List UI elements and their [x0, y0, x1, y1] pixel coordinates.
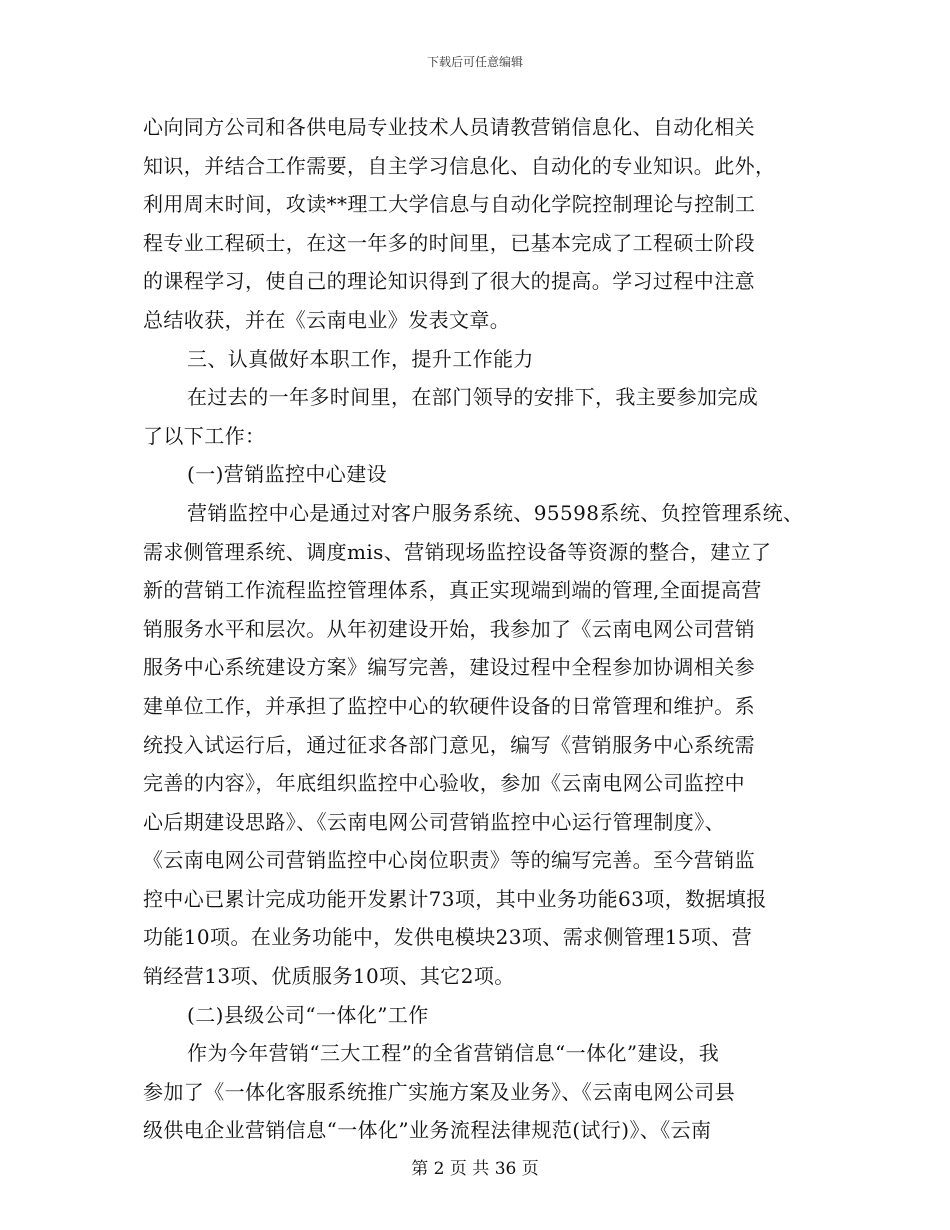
text-line: 级供电企业营销信息“一体化”业务流程法律规范(试行)》、《云南	[143, 1118, 712, 1143]
text-line: 营销监控中心是通过对客户服务系统、95598系统、负控管理系统、	[187, 500, 804, 525]
text-line: 在过去的一年多时间里，在部门领导的安排下，我主要参加完成	[187, 385, 759, 410]
text-line: 需求侧管理系统、调度mis、营销现场监控设备等资源的整合，建立了	[143, 539, 772, 564]
text-line: 建单位工作，并承担了监控中心的软硬件设备的日常管理和维护。系	[143, 693, 755, 718]
subsection-heading: (二)县级公司“一体化”工作	[187, 1002, 429, 1027]
document-body	[143, 108, 833, 1150]
text-line: 控中心已累计完成功能开发累计73项，其中业务功能63项，数据填报	[143, 886, 767, 911]
text-line: 销经营13项、优质服务10项、其它2项。	[143, 964, 515, 989]
section-heading: 三、认真做好本职工作，提升工作能力	[187, 346, 534, 371]
text-line: 知识，并结合工作需要，自主学习信息化、自动化的专业知识。此外，	[143, 153, 776, 178]
text-line: 服务中心系统建设方案》编写完善，建设过程中全程参加协调相关参	[143, 655, 755, 680]
text-line: 完善的内容》，年底组织监控中心验收，参加《云南电网公司监控中	[143, 771, 745, 796]
subsection-heading: (一)营销监控中心建设	[187, 462, 388, 487]
text-line: 总结收获，并在《云南电业》发表文章。	[143, 307, 511, 332]
text-line: 程专业工程硕士，在这一年多的时间里，已基本完成了工程硕士阶段	[143, 230, 755, 255]
text-line: 利用周末时间，攻读**理工大学信息与自动化学院控制理论与控制工	[143, 192, 756, 217]
text-line: 的课程学习，使自己的理论知识得到了很大的提高。学习过程中注意	[143, 269, 755, 294]
text-line: 了以下工作：	[143, 423, 266, 448]
text-line: 心后期建设思路》、《云南电网公司营销监控中心运行管理制度》、	[143, 809, 725, 834]
text-line: 心向同方公司和各供电局专业技术人员请教营销信息化、自动化相关	[143, 115, 755, 139]
text-line: 新的营销工作流程监控管理体系，真正实现端到端的管理,全面提高营	[143, 578, 762, 603]
text-line: 作为今年营销“三大工程”的全省营销信息“一体化”建设，我	[187, 1041, 720, 1066]
text-line: 统投入试运行后，通过征求各部门意见，编写《营销服务中心系统需	[143, 732, 755, 757]
text-line: 《云南电网公司营销监控中心岗位职责》等的编写完善。至今营销监	[143, 848, 755, 873]
text-line: 参加了《一体化客服系统推广实施方案及业务》、《云南电网公司县	[143, 1079, 735, 1104]
text-line: 功能10项。在业务功能中，发供电模块23项、需求侧管理15项、营	[143, 925, 753, 950]
text-line: 销服务水平和层次。从年初建设开始，我参加了《云南电网公司营销	[143, 616, 755, 641]
page-header: 下载后可任意编辑	[426, 55, 523, 69]
page-footer: 第 2 页 共 36 页	[411, 1159, 539, 1179]
